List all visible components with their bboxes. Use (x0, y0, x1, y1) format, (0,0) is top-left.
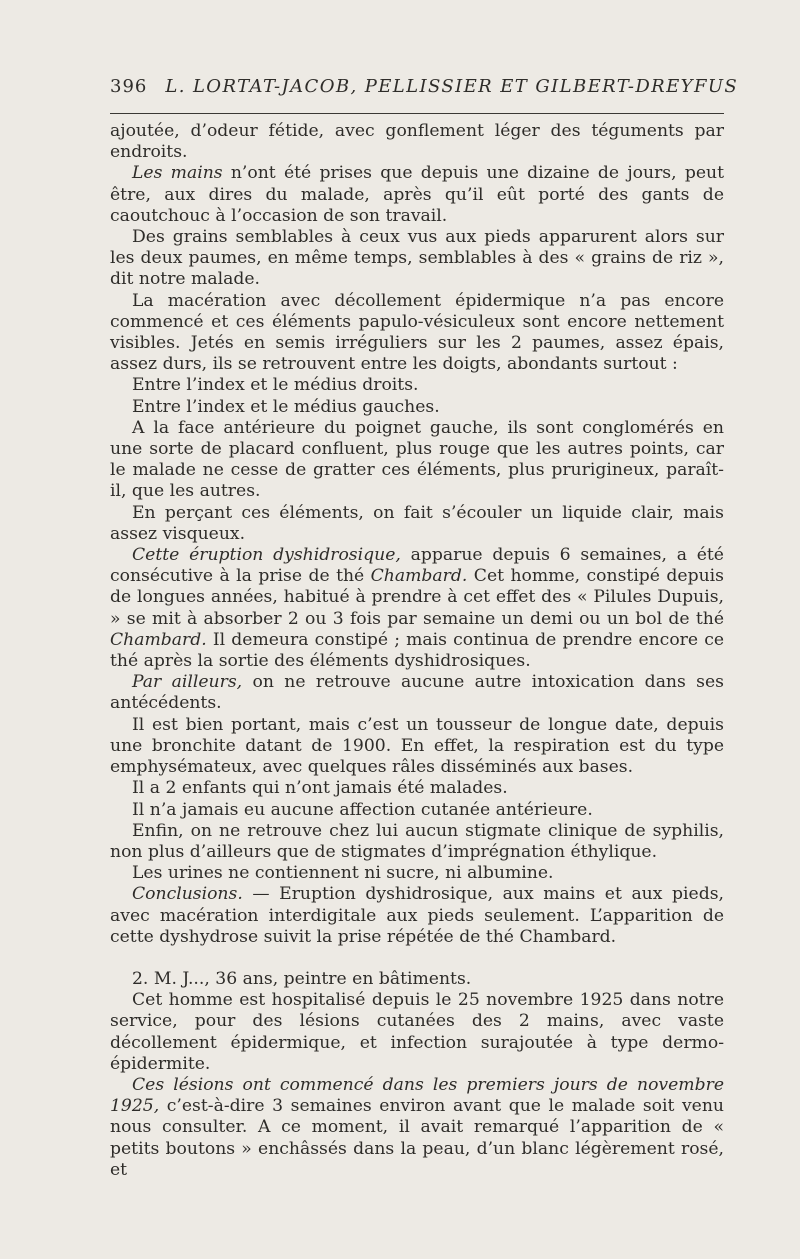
case-heading: 2. M. J..., 36 ans, peintre en bâtiments. (132, 968, 472, 989)
paragraph (110, 545, 724, 672)
paragraph: ajoutée, d’odeur fétide, avec gonflement léger des téguments par endroits. (110, 121, 724, 163)
paragraph (110, 884, 724, 948)
page-number: 396 (110, 76, 148, 97)
paragraph: Entre l’index et le médius droits. (132, 375, 419, 396)
text: Cet homme, constipé depuis de longues années, habitué à prendre à cet effet des « Pilules Dupuis, » se mit à absorber 2 ou 3 fois par semaine un demi ou un bol de thé (110, 566, 724, 629)
paragraph (110, 1075, 724, 1181)
paragraph (110, 672, 724, 714)
body-text (110, 121, 724, 1181)
text: Il demeura constipé ; mais continua de prendre encore ce thé après la sortie des éléments dyshidrosiques. (110, 629, 724, 672)
paragraph: Il est bien portant, mais c’est un tousseur de longue date, depuis une bronchite datant de 1900. En effet, la respiration est du type emphysémateux, avec quelques râles disséminés aux bases. (110, 714, 724, 778)
italic-text: Chambard. (370, 566, 468, 587)
italic-text: Par ailleurs, (132, 672, 243, 693)
paragraph: Des grains semblables à ceux vus aux pieds apparurent alors sur les deux paumes, en même temps, semblables à des « grains de riz », dit notre malade. (110, 227, 724, 290)
italic-text: Chambard. (110, 629, 207, 650)
paragraph: Entre l’index et le médius gauches. (132, 396, 440, 417)
paragraph: Il a 2 enfants qui n’ont jamais été malades. (132, 778, 508, 799)
paragraph: La macération avec décollement épidermique n’a pas encore commencé et ces éléments papulo-vésiculeux sont encore nettement visibles. Jetés en semis irréguliers sur les 2 paumes, assez épais, assez durs, ils se retrouvent entre les doigts, abondants surtout : (110, 290, 724, 375)
running-title: L. LORTAT-JACOB, PELLISSIER ET GILBERT-DREYFUS (165, 76, 739, 97)
paragraph: En perçant ces éléments, on fait s’écouler un liquide clair, mais assez visqueux. (110, 502, 724, 544)
italic-text: Les mains (132, 163, 223, 184)
italic-text: Conclusions. (132, 884, 243, 905)
paragraph: Il n’a jamais eu aucune affection cutanée antérieure. (132, 799, 593, 820)
italic-text: Cette éruption dyshidrosique, (132, 545, 401, 566)
paragraph: Cet homme est hospitalisé depuis le 25 novembre 1925 dans notre service, pour des lésions cutanées des 2 mains, avec vaste décollement épidermique, et infection surajoutée à type dermo-épidermite. (110, 990, 724, 1074)
paragraph: Enfin, on ne retrouve chez lui aucun stigmate clinique de syphilis, non plus d’ailleurs que de stigmates d’imprégnation éthylique. (110, 820, 724, 862)
paragraph: Les urines ne contiennent ni sucre, ni albumine. (132, 863, 554, 884)
text: apparue depuis 6 semaines, a été consécutive à la prise de thé (110, 545, 724, 587)
italic-text: Ces lésions ont commencé dans les premiers jours de novembre 1925, (110, 1074, 724, 1117)
text: n’ont été prises que depuis une dizaine de jours, peut être, aux dires du malade, après qu’il eût porté des gants de caoutchouc à l’occasion de son travail. (110, 163, 724, 226)
text: c’est-à-dire 3 semaines environ avant que le malade soit venu nous consulter. A ce moment, il avait remarqué l’apparition de « petits boutons » enchâssés dans la peau, d’un blanc légèrement rosé, et (110, 1096, 724, 1180)
text: — Eruption dyshidrosique, aux mains et aux pieds, avec macération interdigitale aux pieds seulement. L’apparition de cette dyshydrose suivit la prise répétée de thé Chambard. (110, 884, 724, 947)
running-header (110, 76, 739, 97)
paragraph: A la face antérieure du poignet gauche, ils sont conglomérés en une sorte de placard confluent, plus rouge que les autres points, car le malade ne cesse de gratter ces éléments, plus prurigineux, paraît-il, que les autres. (110, 417, 724, 502)
header-rule (110, 113, 724, 114)
text: on ne retrouve aucune autre intoxication dans ses antécédents. (110, 672, 724, 714)
paragraph (110, 163, 724, 227)
